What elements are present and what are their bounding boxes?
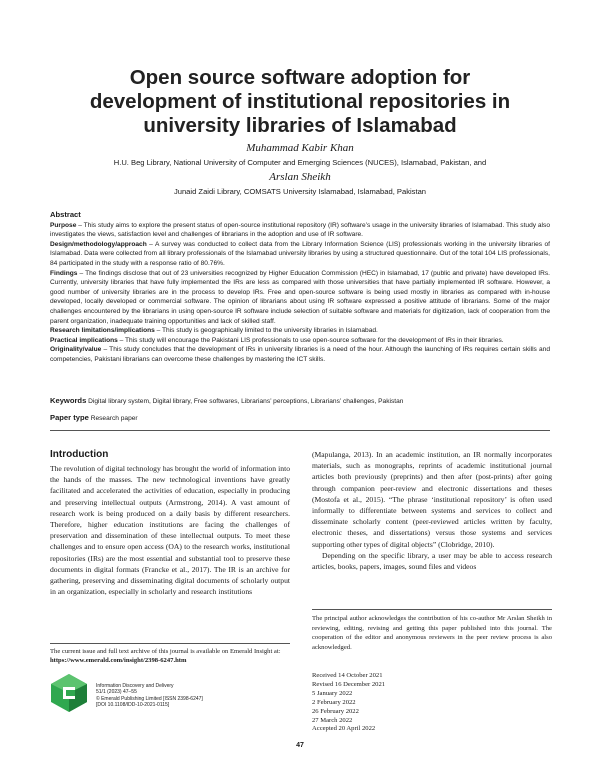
date-line: 27 March 2022 xyxy=(312,716,353,724)
abstract-heading: Abstract xyxy=(50,210,81,219)
author-affiliation: Junaid Zaidi Library, COMSATS University Islamabad, Islamabad, Pakistan xyxy=(173,187,427,196)
footer-divider xyxy=(50,643,290,644)
abstract-purpose xyxy=(50,221,550,240)
title-line: university libraries of Islamabad xyxy=(143,114,457,137)
keywords-label: Keywords xyxy=(50,396,87,405)
introduction-heading: Introduction xyxy=(50,449,109,460)
date-line: Received 14 October 2021 xyxy=(312,672,383,679)
access-note-text: The current issue and full text archive of this journal is available on Emerald Insight at: xyxy=(50,648,281,655)
title-line: development of institutional repositories in xyxy=(89,90,511,113)
abstract-originality xyxy=(50,345,550,364)
date-line: 5 January 2022 xyxy=(312,689,353,697)
author-name: Arslan Sheikh xyxy=(269,171,331,183)
date-line: 2 February 2022 xyxy=(312,698,356,706)
submission-dates xyxy=(312,672,512,734)
section-text: – This study will encourage the Pakistani LIS professionals to use open-source software for the development of IRs in their libraries. xyxy=(117,336,504,344)
journal-access-note xyxy=(50,647,290,665)
author-name: Muhammad Kabir Khan xyxy=(246,142,354,154)
author-affiliation: H.U. Beg Library, National University of Computer and Emerging Sciences (NUCES), Islamabad, Pakistan, and xyxy=(113,158,487,167)
introduction-right-column xyxy=(312,449,552,572)
journal-name: Information Discovery and Delivery xyxy=(96,683,174,689)
abstract-findings xyxy=(50,269,550,327)
date-line: 26 February 2022 xyxy=(312,707,359,715)
abstract-limitations xyxy=(50,326,550,336)
journal-volume: 51/1 (2023) 47–55 xyxy=(96,689,137,696)
date-line: Revised 16 December 2021 xyxy=(312,680,386,688)
section-label: Purpose xyxy=(50,221,77,229)
section-label: Originality/value xyxy=(50,346,102,354)
paper-title xyxy=(40,66,560,138)
paper-type xyxy=(50,413,550,422)
section-label: Findings xyxy=(50,269,78,277)
journal-doi[interactable]: [DOI 10.1108/IDD-10-2021-0115] xyxy=(96,701,170,708)
date-line: Accepted 20 April 2022 xyxy=(312,725,376,733)
abstract-methodology xyxy=(50,240,550,269)
section-text: – This study concludes that the development of IRs in university libraries is a need of the hour. Although the launching of IRs requires certain skills and competencies, Pakistani librarians can overcome these challenges by mastering the ICT skills. xyxy=(50,346,550,363)
keywords xyxy=(50,396,550,407)
section-divider xyxy=(50,430,550,431)
intro-paragraph: The revolution of digital technology has brought the world of information into the hands of the masses. The new technological inventions have greatly facilitated and accelerated the activities of education, especially in producing and preserving intellectual outputs (Armstrong, 2014). A vast amount of research work is being produced on a daily basis by different researchers. Therefore, higher education institutions are facing the challenges of preservation and dissemination of these intellectual outputs. To meet these challenges and to ensure open access (OA) to the research works, institutional repositories (IRs) are the most essential and substantial tool to preserve these documents in digital formats (Francke et al., 2017). The IR is an archive for gathering, preserving and disseminating digital documents of scholarly output in an organization, especially in scholarly and research institutions xyxy=(50,464,290,597)
section-label: Research limitations/implications xyxy=(50,327,155,335)
section-text: – This study aims to explore the present status of open-source institutional repository (IR) software’s usage in the university libraries of Islamabad. This study also investigates the views, satisfaction level and challenges of librarians in the adoption and use of IR software. xyxy=(50,221,550,239)
journal-info xyxy=(96,683,296,708)
section-label: Design/methodology/approach xyxy=(50,240,147,248)
paper-type-label: Paper type xyxy=(50,413,89,422)
intro-paragraph: Depending on the specific library, a user may be able to access research articles, books, papers, images, sound files and videos xyxy=(312,550,552,572)
title-line: Open source software adoption for xyxy=(129,66,471,89)
section-text: – The findings disclose that out of 23 universities recognized by Higher Education Commission (HEC) in Islamabad, 17 (public and private) have developed IRs. Currently, university libraries that have fully implemented the IRs are less as compared with those universities that have partially implemented IR software. However, a good number of university libraries are in the process to develop IRs. Free and open-source software is being used mostly in libraries as compared with in-house developed, locally developed or commercial software. The opinion of librarians about using IR software expressed a positive attitude of librarians. Some of the major challenges encountered by the librarians in using open-source IR software include selection of suitable software and materials for digitization, lack of cooperation from the parent organization, inadequate training opportunities and lack of skilled staff. xyxy=(50,269,550,325)
keywords-text: Digital library system, Digital library, Free softwares, Librarians’ perceptions, Librarians’ challenges, Pakistan xyxy=(88,398,404,405)
footnote-divider xyxy=(312,609,552,610)
journal-url-link[interactable]: https://www.emerald.com/insight/2398-6247.htm xyxy=(50,657,187,664)
abstract-practical xyxy=(50,336,550,346)
introduction-left-column xyxy=(50,463,290,597)
page-number: 47 xyxy=(296,742,304,749)
abstract xyxy=(50,210,550,365)
paper-type-text: Research paper xyxy=(90,415,138,422)
section-text: – A survey was conducted to collect data from the Library Information Science (LIS) professionals working in the university libraries of Islamabad. Data were collected from all library professionals of the Islamabad university libraries by using a structured questionnaire. Out of the total 104 LIS professionals, 84 participated in the study with a response ratio of 80.76%. xyxy=(50,240,550,267)
journal-issn: © Emerald Publishing Limited [ISSN 2398-6247] xyxy=(96,695,203,702)
emerald-logo xyxy=(50,673,88,713)
section-label: Practical implications xyxy=(50,336,118,344)
section-text: – This study is geographically limited to the university libraries in Islamabad. xyxy=(154,327,378,335)
intro-paragraph: (Mapulanga, 2013). In an academic institution, an IR normally incorporates materials, such as monographs, reprints of academic institutional journal articles both previously (preprints) and then after (post-prints) after going through companion peer-review and electronic dissertations and theses (Mostofa et al., 2015). “The phrase ‘institutional repository’ is often used informally to differentiate between systems and services to collect and disseminate scholarly content (peer-reviewed articles written by faculty, electronic theses, and dissertations) versus those systems and services supporting other types of digital objects” (Clobridge, 2010). xyxy=(312,450,552,549)
acknowledgement: The principal author acknowledges the contribution of his co-author Mr Arslan Sheikh in reviewing, editing, revising and getting this paper published into this journal. The cooperation of the editor and anonymous reviewers in the peer review process is also acknowledged. xyxy=(312,615,552,651)
